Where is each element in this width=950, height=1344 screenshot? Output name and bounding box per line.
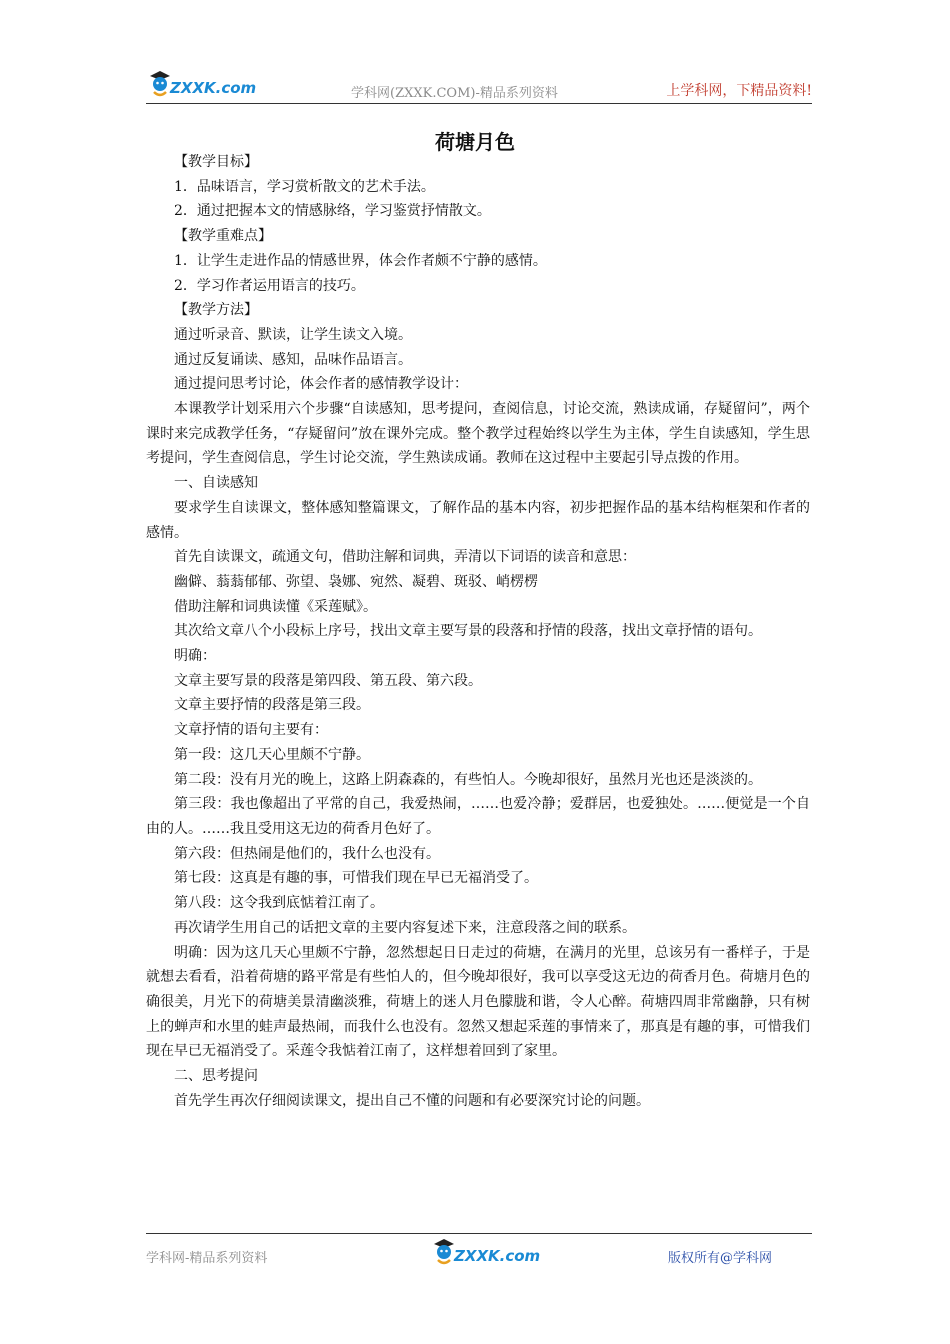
header-slogan: 上学科网，下精品资料!: [666, 83, 812, 99]
footer-zxxk-logo-icon: [430, 1236, 541, 1266]
body-paragraph: 1．让学生走进作品的情感世界，体会作者颇不宁静的感情。: [174, 252, 547, 269]
body-paragraph: 一、自读感知: [174, 475, 258, 492]
body-paragraph: 2．学习作者运用语言的技巧。: [174, 277, 365, 294]
body-paragraph: 【教学方法】: [174, 302, 258, 319]
body-paragraph: 明确：: [174, 648, 216, 665]
document-title: 荷塘月色: [435, 130, 515, 154]
body-paragraph: 【教学目标】: [174, 154, 258, 170]
body-paragraph: 明确：因为这几天心里颇不宁静，忽然想起日日走过的荷塘，在满月的光里，总该另有一番样子，于是就想去看看，沿着荷塘的路平常是有些怕人的，但今晚却很好，我可以享受这无边的荷香月色。荷塘月色的确很美，月光下的荷塘美景清幽淡雅，荷塘上的迷人月色朦胧和谐，令人心醉。荷塘四周非常幽静，只有树上的蝉声和水里的蛙声最热闹，而我什么也没有。忽然又想起采莲的事情来了，那真是有趣的事，可惜我们现在早已无福消受了。采莲令我惦着江南了，这样想着回到了家里。: [146, 944, 810, 1060]
body-paragraph: 第八段：这令我到底惦着江南了。: [174, 895, 384, 912]
body-paragraph: 文章主要抒情的段落是第三段。: [174, 697, 370, 714]
body-paragraph: 1．品味语言，学习赏析散文的艺术手法。: [174, 178, 435, 195]
body-paragraph: 第一段：这几天心里颇不宁静。: [174, 746, 370, 763]
footer-copyright: 版权所有@学科网: [668, 1251, 773, 1266]
body-paragraph: 幽僻、蓊蓊郁郁、弥望、袅娜、宛然、凝碧、斑驳、峭楞楞: [174, 573, 538, 590]
body-paragraph: 通过听录音、默读，让学生读文入境。: [174, 326, 412, 343]
body-paragraph: 文章抒情的语句主要有：: [174, 722, 328, 739]
footer-divider: [146, 1233, 812, 1234]
footer-site-label: 学科网-精品系列资料: [146, 1251, 268, 1266]
body-paragraph: 再次请学生用自己的话把文章的主要内容复述下来，注意段落之间的联系。: [174, 919, 636, 936]
page-header: [146, 66, 812, 102]
body-paragraph: 第七段：这真是有趣的事，可惜我们现在早已无福消受了。: [174, 870, 538, 887]
body-paragraph: 第二段：没有月光的晚上，这路上阴森森的，有些怕人。今晚却很好，虽然月光也还是淡淡的。: [174, 771, 762, 788]
body-paragraph: 首先学生再次仔细阅读课文，提出自己不懂的问题和有必要深究讨论的问题。: [174, 1092, 650, 1109]
footer-logo-text: ZXXK.com: [454, 1247, 541, 1265]
logo-text: ZXXK.com: [170, 79, 257, 97]
body-paragraph: 通过反复诵读、感知，品味作品语言。: [174, 351, 412, 368]
document-body: [146, 150, 810, 1113]
body-paragraph: 【教学重难点】: [174, 228, 272, 245]
body-paragraph: 通过提问思考讨论，体会作者的感情教学设计：: [174, 376, 468, 393]
header-site-label: 学科网(ZXXK.COM)-精品系列资料: [351, 86, 558, 101]
body-paragraph: 本课教学计划采用六个步骤“自读感知，思考提问，查阅信息，讨论交流，熟读成诵，存疑留问”，两个课时来完成教学任务，“存疑留问”放在课外完成。整个教学过程始终以学生为主体，学生自读感知，学生思考提问，学生查阅信息，学生讨论交流，学生熟读成诵。教师在这过程中主要起引导点拨的作用。: [146, 401, 810, 467]
header-divider: [146, 103, 812, 104]
body-paragraph: 首先自读课文，疏通文句，借助注解和词典，弄清以下词语的读音和意思：: [174, 549, 636, 566]
body-paragraph: 二、思考提问: [174, 1068, 258, 1085]
body-paragraph: 要求学生自读课文，整体感知整篇课文，了解作品的基本内容，初步把握作品的基本结构框架和作者的感情。: [146, 499, 810, 541]
body-paragraph: 第三段：我也像超出了平常的自己，我爱热闹，……也爱冷静；爱群居，也爱独处。……便觉是一个自由的人。……我且受用这无边的荷香月色好了。: [146, 796, 810, 837]
body-paragraph: 借助注解和词典读懂《采莲赋》。: [174, 598, 377, 615]
zxxk-logo-icon: [146, 68, 257, 98]
body-paragraph: 文章主要写景的段落是第四段、第五段、第六段。: [174, 672, 482, 689]
body-paragraph: 第六段：但热闹是他们的，我什么也没有。: [174, 845, 440, 862]
body-paragraph: 2．通过把握本文的情感脉络，学习鉴赏抒情散文。: [174, 203, 491, 220]
body-paragraph: 其次给文章八个小段标上序号，找出文章主要写景的段落和抒情的段落，找出文章抒情的语句。: [174, 623, 762, 640]
